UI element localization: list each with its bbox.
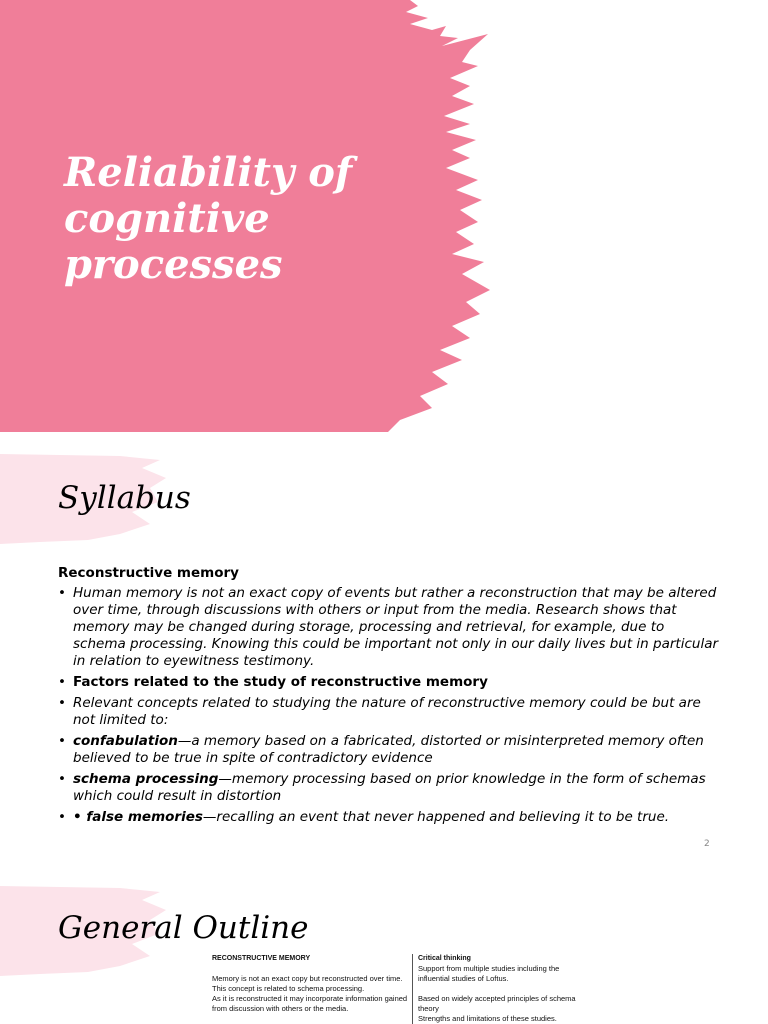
outline-line: This concept is related to schema processing.: [212, 984, 365, 993]
outline-right-heading: Critical thinking: [418, 955, 471, 962]
syllabus-slide: [0, 432, 768, 864]
bullet-glyph: •: [58, 809, 66, 825]
bullet-term: confabulation: [73, 733, 178, 749]
list-item: [58, 695, 718, 729]
column-divider: [412, 954, 413, 1024]
bullet-text: Human memory is not an exact copy of events but rather a reconstruction that may be altered over time, through discussions with others or input from the media. Research shows that memory may be changed during storage, processing and retrieval, for example, due to schema processing. Knowing this could be important not only in our daily lives but in particular in relation to eyewitness testimony.: [73, 585, 719, 669]
bullet-list: [58, 585, 718, 830]
bullet-text: —memory processing based on prior knowledge in the form of schemas which could result in distortion: [73, 771, 706, 804]
outline-line: [418, 984, 578, 994]
sub-heading: Reconstructive memory: [58, 565, 239, 581]
list-item: [58, 733, 718, 767]
section-heading: Syllabus: [58, 480, 191, 516]
bullet-term: false memories: [86, 809, 203, 825]
outline-line: Based on widely accepted principles of schema theory: [418, 994, 576, 1013]
bullet-glyph: •: [58, 733, 66, 749]
list-item: [58, 674, 718, 691]
section-heading: General Outline: [58, 910, 309, 946]
bullet-term: schema processing: [73, 771, 219, 787]
outline-left-heading: RECONSTRUCTIVE MEMORY: [212, 955, 311, 962]
bullet-prefix: •: [73, 809, 87, 825]
title-slide: [0, 0, 768, 432]
bullet-text: —a memory based on a fabricated, distorted or misinterpreted memory often believed to be true in spite of contradictory evidence: [73, 733, 704, 766]
bullet-glyph: •: [58, 674, 66, 690]
outline-line: Strengths and limitations of these studies.: [418, 1014, 557, 1023]
outline-right-column: [418, 954, 578, 1024]
bullet-text: —recalling an event that never happened and believing it to be true.: [202, 809, 670, 825]
bullet-text: Factors related to the study of reconstructive memory: [73, 674, 488, 690]
list-item: [58, 771, 718, 805]
outline-line: Support from multiple studies including the influential studies of Loftus.: [418, 964, 560, 983]
outline-slide: [0, 864, 768, 1024]
outline-line: Memory is not an exact copy but reconstructed over time.: [212, 974, 403, 983]
outline-left-column: [212, 954, 408, 1014]
list-item: [58, 809, 718, 826]
list-item: [58, 585, 718, 670]
outline-table-image: [208, 950, 578, 1024]
outline-line: As it is reconstructed it may incorporate information gained from discussion with others or the media.: [212, 994, 408, 1013]
bullet-text: Relevant concepts related to studying the nature of reconstructive memory could be but are not limited to:: [73, 695, 701, 728]
bullet-glyph: •: [58, 695, 66, 711]
slide-title: Reliability of cognitive processes: [64, 149, 353, 288]
page-number: 2: [704, 839, 710, 849]
bullet-glyph: •: [58, 585, 66, 601]
bullet-glyph: •: [58, 771, 66, 787]
